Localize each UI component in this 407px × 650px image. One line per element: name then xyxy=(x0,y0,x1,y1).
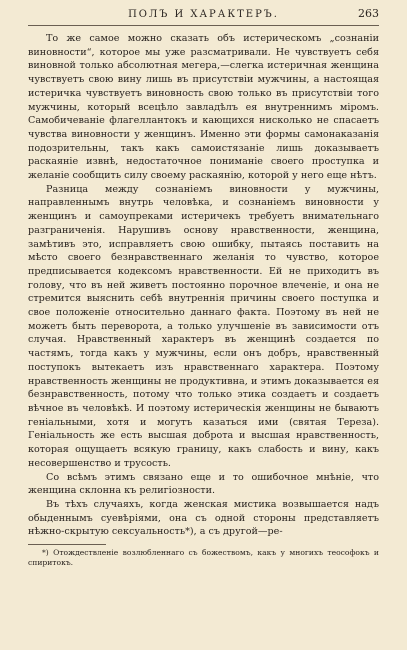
page-header xyxy=(28,7,379,26)
paragraph: Въ тѣхъ случаяхъ, когда женская мистика возвышается надъ обыденнымъ суевѣріями, она съ одной стороны представляетъ нѣжно-скрытую сексуальность*), а съ другой—ре- xyxy=(28,498,379,538)
footnote: *) Отождествленіе возлюбленнаго съ божествомъ, какъ у многихъ теософокъ и спиритокъ. xyxy=(28,548,379,568)
footnote-divider xyxy=(28,544,106,545)
paragraph: То же самое можно сказать объ истерическомъ „сознаніи виновности“, которое мы уже разсматривали. Не чувствуетъ себя виновной только абсолютная мегера,—слегка истеричная женщина чувствуетъ свою вину лишь въ присутствіи мужчины, а настоящая истеричка чувствуетъ виновность свою только въ присутствіи того мужчины, который всецѣло завладѣлъ ея внутреннимъ міромъ. Самобичеваніе флагеллантокъ и кающихся нисколько не спасаетъ чувства виновности у женщинъ. Именно эти формы самонаказанія подозрительны, такъ какъ самоистязаніе лишь доказываетъ раскаяніе извнѣ, недостаточное пониманіе своего проступка и желаніе сообщить силу своему раскаянію, которой у него еще нѣтъ. xyxy=(28,33,379,182)
body-text xyxy=(28,32,379,539)
page-number: 263 xyxy=(358,7,379,20)
paragraph: Со всѣмъ этимъ связано еще и то ошибочное мнѣніе, что женщина склонна къ религіозности. xyxy=(28,471,379,497)
running-head: ПОЛЪ И ХАРАКТЕРЪ. xyxy=(128,9,279,20)
paragraph: Разница между сознаніемъ виновности у мужчины, направленнымъ внутрь человѣка, и сознаніемъ виновности у женщинъ и самоупреками истеричекъ требуетъ внимательнаго разграниченія. Нарушивъ основу нравственности, женщина, замѣтивъ это, исправляетъ свою ошибку, пытаясь поставить на мѣсто своего безнравственнаго желанія то чувство, которое предписывается кодексомъ нравственности. Ей не приходитъ въ голову, что въ ней живетъ постоянно порочное влеченіе, и она не стремится выяснить себѣ внутреннія причины своего поступка и свое положеніе относительно даннаго факта. Поэтому въ ней не можетъ быть переворота, а только улучшеніе въ зависимости отъ случая. Нравственный характеръ въ женщинѣ создается по частямъ, тогда какъ у мужчины, если онъ добръ, нравственный поступокъ вытекаетъ изъ нравственнаго характера. Поэтому нравственность женщины не продуктивна, и этимъ доказывается ея безнравственность, потому что только этика создаетъ и создаетъ вѣчное въ человѣкѣ. И поэтому истерическія женщины не бываютъ геніальными, хотя и могутъ казаться ими (святая Тереза). Геніальность же есть высшая доброта и высшая нравственность, которая ощущаетъ всякую границу, какъ слабость и вину, какъ несовершенство и трусость. xyxy=(28,183,379,469)
